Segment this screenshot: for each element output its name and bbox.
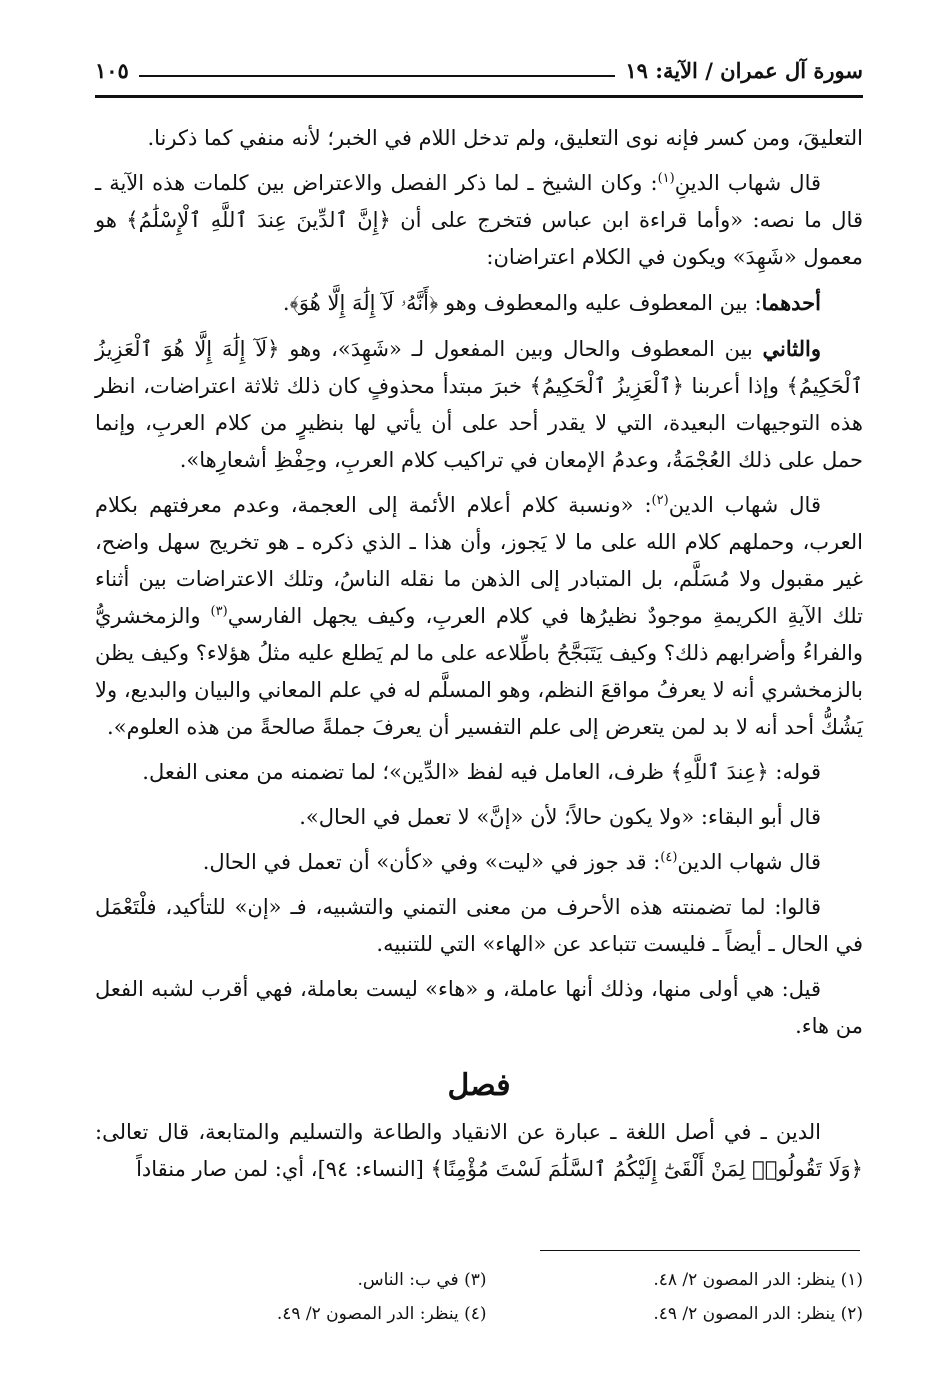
header-line: [139, 65, 616, 77]
paragraph-8: [95, 844, 863, 881]
header-rule: [95, 95, 863, 98]
footnote-ref-1: (١): [657, 171, 675, 186]
bold-term: والثاني: [762, 336, 821, 361]
text-run: قال شهاب الدينِ: [674, 171, 822, 195]
text-run: قال شهاب الدين: [668, 493, 821, 517]
paragraph-2: [95, 165, 863, 276]
footnote-1: (١) ينظر: الدر المصون ٢/ ٤٨.: [653, 1270, 863, 1290]
text-run: : «ونسبة كلام أعلام الأئمة إلى العجمة، وعدم معرفتهم بكلام العرب، وحملهم كلام الله على ما لا يَجوز، وأن هذا ـ الذي ذكره ـ هو تخريج سهل واضح، غير مقبول ولا مُسَلَّم، بل المتبادر إلى الذهن ما نقله الناسُ، وتلك الاعتراضات بين أثناء تلك الآيةِ الكريمةِ موجودٌ نظيرُها في كلام العربِ، وكيف يجهل الفارسي: [95, 493, 863, 628]
paragraph-5: [95, 487, 863, 746]
footnote-2: (٢) ينظر: الدر المصون ٢/ ٤٩.: [653, 1304, 863, 1324]
paragraph-1: التعليقَ، ومن كسر فإنه نوى التعليق، ولم تدخل اللام في الخبر؛ لأنه منفي كما ذكرنا.: [147, 126, 863, 150]
footnote-rule: [540, 1250, 860, 1251]
paragraph-3: [95, 284, 863, 322]
footnote-4: (٤) ينظر: الدر المصون ٢/ ٤٩.: [276, 1304, 487, 1324]
section-title: فصل: [447, 1068, 511, 1103]
page-body: [95, 120, 863, 1196]
text-run: : قد جوز في «ليت» وفي «كأن» أن تعمل في الحال.: [202, 850, 661, 874]
header-title: سورة آل عمران / الآية: ١٩: [625, 58, 863, 83]
running-header: [95, 58, 863, 83]
text-run: والزمخشريُّ والفراءُ وأضرابهم ذلك؟ وكيف يَتَبَجَّحُ باطِّلاعه على ما لم يَطلع عليه مثلُ هؤلاء؟ وكيف يظن بالزمخشري أنه لا يعرفُ مواقعَ النظم، وهو المسلَّم له في علم المعاني والبيان والبديع، ولا يَشُكُّ أحد أنه لا بد لمن يتعرض إلى علم التفسير أن يعرفَ جملةً صالحةً من هذه العلوم».: [95, 604, 863, 739]
paragraph-4: [95, 330, 863, 479]
text-run: : بين المعطوف عليه والمعطوف وهو ﴿أَنَّهُۥ لَآ إِلَٰهَ إِلَّا هُوَ﴾.: [282, 291, 762, 315]
text-run: : وكان الشيخ ـ لما ذكر الفصل والاعتراض بين كلمات هذه الآية ـ قال ما نصه: «وأما قراءة ابن عباس فتخرج على أن ﴿إِنَّ ٱلدِّينَ عِندَ ٱللَّهِ ٱلْإِسْلَٰمُ﴾ هو معمول «شَهِدَ» ويكون في الكلام اعتراضان:: [95, 171, 863, 269]
text-run: قال شهاب الدين: [677, 850, 821, 874]
footnote-3: (٣) في ب: الناس.: [357, 1270, 487, 1290]
paragraph-11: الدين ـ في أصل اللغة ـ عبارة عن الانقياد والطاعة والتسليم والمتابعة، قال تعالى: ﴿وَلَا تَقُولُوا۟ لِمَنْ أَلْقَىٰٓ إِلَيْكُمُ ٱلسَّلَٰمَ لَسْتَ مُؤْمِنًا﴾ [النساء: ٩٤]، أي: لمن صار منقاداً: [95, 1120, 863, 1181]
footnote-ref-4: (٤): [660, 850, 678, 865]
text-run: بين المعطوف والحال وبين المفعول لـ «شَهِدَ»، وهو ﴿لَآ إِلَٰهَ إِلَّا هُوَ ٱلْعَزِيزُ ٱلْحَكِيمُ﴾ وإذا أعربنا ﴿ٱلْعَزِيزُ ٱلْحَكِيمُ﴾ خبرَ مبتدأ محذوفٍ كان ذلك ثلاثة اعتراضات، انظر هذه التوجيهات البعيدة، التي لا يقدر أحد على أن يأتي لها بنظيرٍ من كلام العربِ، وإنما حمل على ذلك العُجْمَةُ، وعدمُ الإمعان في تراكيب كلام العربِ، وحِفْظِ أشعارِها».: [95, 337, 863, 472]
paragraph-10: قيل: هي أولى منها، وذلك أنها عاملة، و «هاء» ليست بعاملة، فهي أقرب لشبه الفعل من هاء.: [95, 977, 863, 1038]
footnote-ref-2: (٢): [651, 493, 669, 508]
page-number: ١٠٥: [95, 58, 129, 83]
footnote-ref-3: (٣): [210, 604, 228, 619]
bold-term: أحدهما: [761, 290, 821, 315]
footnotes: [150, 1263, 863, 1331]
paragraph-7: قال أبو البقاء: «ولا يكون حالاً؛ لأن «إنَّ» لا تعمل في الحال».: [299, 805, 821, 829]
paragraph-6: قوله: ﴿عِندَ ٱللَّهِ﴾ ظرف، العامل فيه لفظ «الدِّين»؛ لما تضمنه من معنى الفعل.: [142, 760, 821, 784]
paragraph-9: قالوا: لما تضمنته هذه الأحرف من معنى التمني والتشبيه، فـ «إن» للتأكيد، فلْتَعْمَل في الحال ـ أيضاً ـ فليست تتباعد عن «الهاء» التي للتنبيه.: [95, 895, 863, 956]
